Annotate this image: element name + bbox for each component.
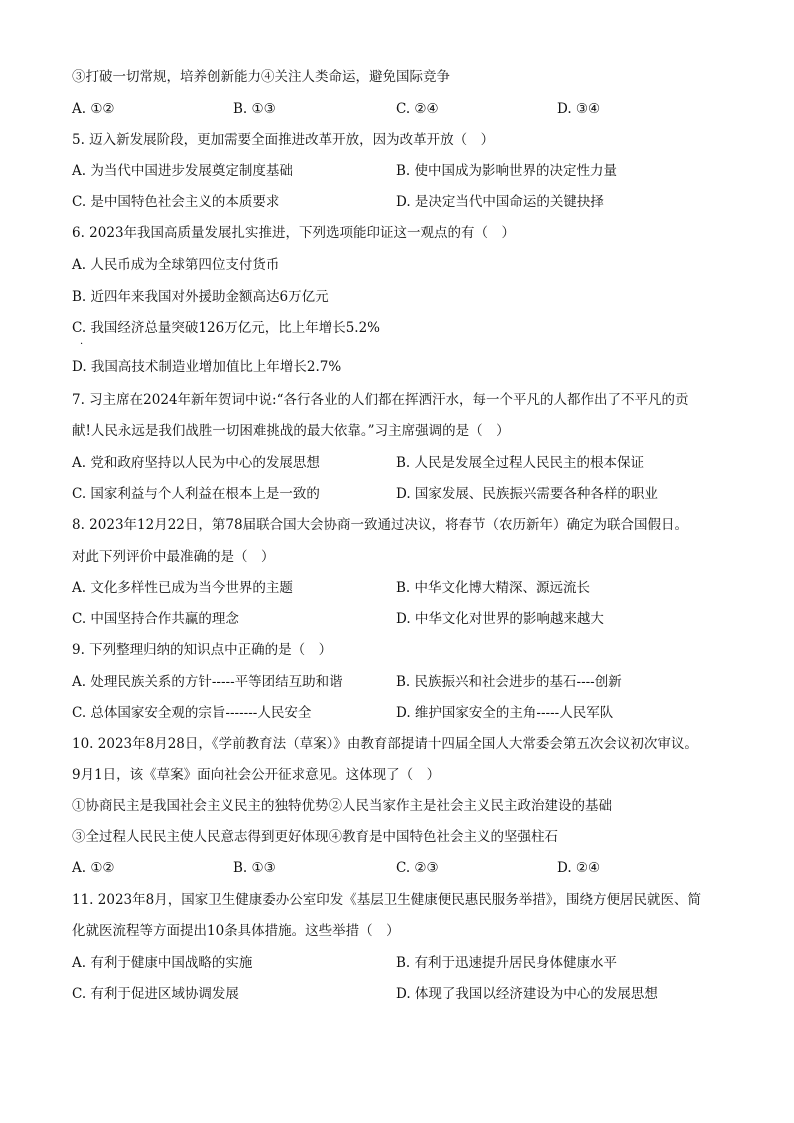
q5-option-c: C. 是中国特色社会主义的本质要求 (72, 194, 280, 210)
q9-stem: 9. 下列整理归纳的知识点中正确的是（ ） (72, 642, 333, 658)
q4-option-d: D. ③④ (557, 101, 601, 117)
q6-option-b: B. 近四年来我国对外援助金额高达6万亿元 (72, 289, 329, 305)
q8-option-a: A. 文化多样性已成为当今世界的主题 (72, 580, 293, 596)
q7-option-c: C. 国家利益与个人利益在根本上是一致的 (72, 486, 320, 502)
q4-option-b: B. ①③ (233, 101, 276, 117)
q7-option-d: D. 国家发展、民族振兴需要各种各样的职业 (396, 486, 658, 502)
q5-option-b: B. 使中国成为影响世界的决定性力量 (396, 163, 618, 179)
q6-option-a: A. 人民币成为全球第四位支付货币 (72, 257, 280, 273)
q10-option-b: B. ①③ (233, 860, 276, 876)
q5-option-d: D. 是决定当代中国命运的关键抉择 (396, 194, 604, 210)
q5-stem: 5. 迈入新发展阶段，更加需要全面推进改革开放，因为改革开放（ ） (72, 132, 495, 148)
q11-stem-line1: 11. 2023年8月，国家卫生健康委办公室印发《基层卫生健康便民惠民服务举措》，围绕方便居民就医、简 (72, 892, 701, 908)
q8-option-d: D. 中华文化对世界的影响越来越大 (396, 611, 604, 627)
stray-mark: · (80, 339, 84, 350)
q11-stem-line2: 化就医流程等方面提出10条具体措施。这些举措（ ） (72, 923, 400, 939)
q10-stem-line2: 9月1日，该《草案》面向社会公开征求意见。这体现了（ ） (72, 767, 441, 783)
q11-option-a: A. 有利于健康中国战略的实施 (72, 955, 253, 971)
q4-option-a: A. ①② (72, 101, 115, 117)
q7-option-b: B. 人民是发展全过程人民民主的根本保证 (396, 455, 645, 471)
q11-option-d: D. 体现了我国以经济建设为中心的发展思想 (396, 986, 658, 1002)
q4-option-c: C. ②④ (396, 101, 439, 117)
q10-stem-line4: ③全过程人民民主使人民意志得到更好体现④教育是中国特色社会主义的坚强柱石 (72, 829, 558, 845)
q8-stem-line1: 8. 2023年12月22日，第78届联合国大会协商一致通过决议，将春节（农历新年）确定为联合国假日。 (72, 517, 689, 533)
q11-option-b: B. 有利于迅速提升居民身体健康水平 (396, 955, 618, 971)
q9-option-d: D. 维护国家安全的主角-----人民军队 (396, 705, 614, 721)
q10-stem-line1: 10. 2023年8月28日，《学前教育法（草案）》由教育部提请十四届全国人大常委会第五次会议初次审议。 (72, 736, 698, 752)
q8-option-c: C. 中国坚持合作共赢的理念 (72, 611, 239, 627)
q4-stem: ③打破一切常规，培养创新能力④关注人类命运，避免国际竞争 (72, 69, 450, 85)
q5-option-a: A. 为当代中国进步发展奠定制度基础 (72, 163, 293, 179)
q9-option-b: B. 民族振兴和社会进步的基石----创新 (396, 674, 622, 690)
q11-option-c: C. 有利于促进区域协调发展 (72, 986, 239, 1002)
q10-stem-line3: ①协商民主是我国社会主义民主的独特优势②人民当家作主是社会主义民主政治建设的基础 (72, 798, 612, 814)
q6-option-d: D. 我国高技术制造业增加值比上年增长2.7% (72, 359, 342, 375)
q10-option-a: A. ①② (72, 860, 115, 876)
q8-stem-line2: 对此下列评价中最准确的是（ ） (72, 549, 275, 565)
q10-option-d: D. ②④ (557, 860, 601, 876)
q9-option-c: C. 总体国家安全观的宗旨-------人民安全 (72, 705, 312, 721)
q6-stem: 6. 2023年我国高质量发展扎实推进，下列选项能印证这一观点的有（ ） (72, 225, 516, 241)
q8-option-b: B. 中华文化博大精深、源远流长 (396, 580, 591, 596)
q7-stem-line1: 7. 习主席在2024年新年贺词中说:“各行各业的人们都在挥洒汗水，每一个平凡的人都作出了不平凡的贡 (72, 392, 689, 408)
q6-option-c: C. 我国经济总量突破126万亿元，比上年增长5.2% (72, 320, 380, 336)
q7-option-a: A. 党和政府坚持以人民为中心的发展思想 (72, 455, 320, 471)
q9-option-a: A. 处理民族关系的方针-----平等团结互助和谐 (72, 674, 343, 690)
q7-stem-line2: 献!人民永远是我们战胜一切困难挑战的最大依靠。”习主席强调的是（ ） (72, 423, 510, 439)
q10-option-c: C. ②③ (396, 860, 439, 876)
